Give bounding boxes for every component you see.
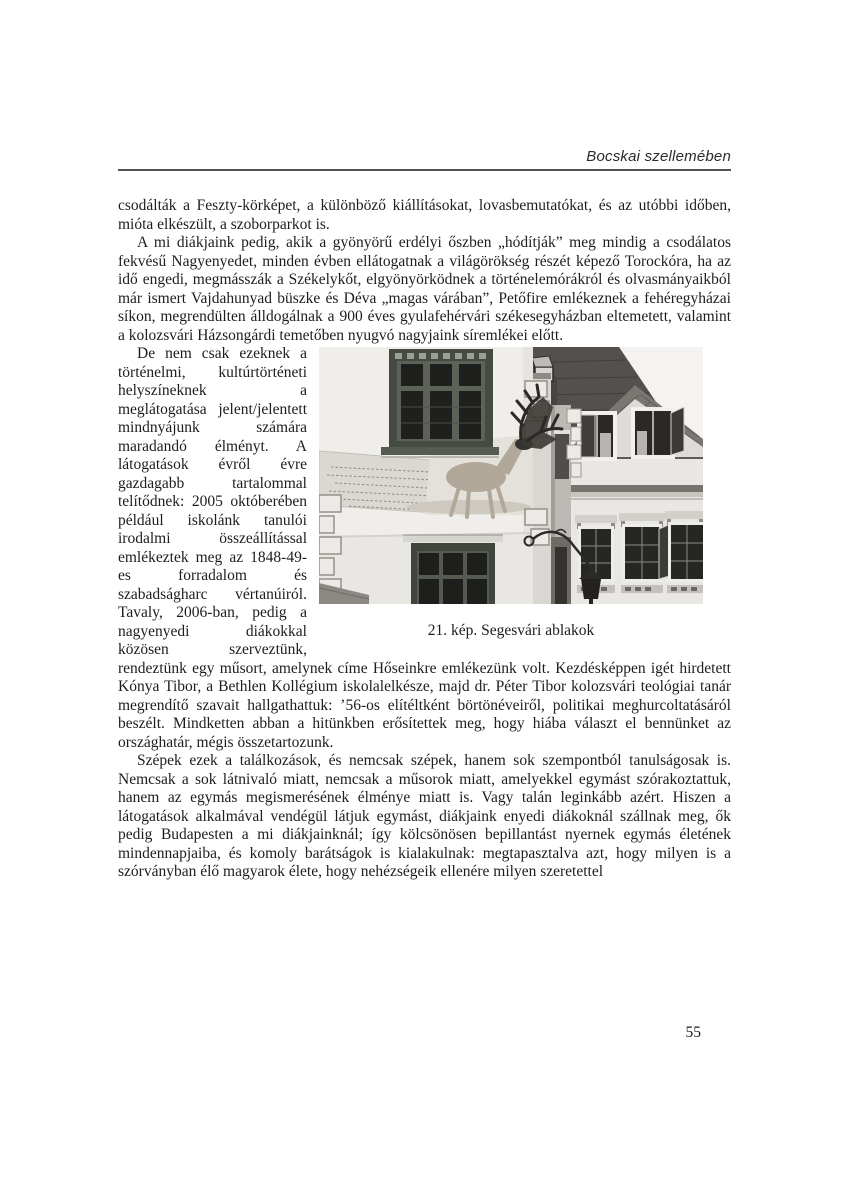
running-head: Bocskai szellemében (118, 148, 731, 171)
photo-segesvari-ablakok (319, 347, 703, 604)
paragraph-3-block (118, 345, 731, 752)
photo-illustration (319, 347, 703, 604)
page-number: 55 (685, 1024, 701, 1041)
upper-window (381, 349, 499, 457)
page-content (118, 148, 731, 882)
lower-stag-house-window (403, 535, 503, 604)
paragraph-3: De nem csak ezeknek a történelmi, kultúrtörténeti helyszíneknek a meglátogatása jelent/jelentett mindnyájunk számára maradandó élményt. A látogatások évről évre gazdagabb tartalommal telítődnek: 2005 októberében például iskolánk tanulói irodalmi összeállítással emlékeztek meg az 1848-49-es forradalom és szabadságharc vértanúiról. Tavaly, 2006-ban, pedig a nagyenyedi diákokkal közösen szerveztünk, rendeztünk egy műsort, amelynek címe Hőseinkre emlékezünk volt. Kezdésképpen igét hirdetett Kónya Tibor, a Bethlen Kollégium iskolalelkésze, majd dr. Péter Tibor kolozsvári teológiai tanár megrendítő szavait hallgathattuk: ’56-os elítéltként börtönéveiről, politikai meghurcoltatásáról beszélt. Mindketten abban a hitünkben erősítettek meg, hogy hiába választ el bennünket az országhatár, mégis összetartozunk. (118, 345, 731, 751)
gable-window-right (631, 407, 684, 459)
figure-caption: 21. kép. Segesvári ablakok (427, 622, 595, 639)
left-edge-quoins (319, 495, 341, 596)
figure-segesvari-ablakok (319, 347, 703, 640)
lower-window-3 (665, 511, 703, 593)
paragraph-2: A mi diákjaink pedig, akik a gyönyörű erdélyi őszben „hódítják” meg mindig a csodálatos fekvésű Nagyenyedet, minden évben ellátogatnak a világörökség részét képező Torockóra, ha az idő engedi, megmásszák a Székelykőt, elgyönyörködnek a történelemórákról és olvasmányaikból már ismert Vajdahunyad büszke és Déva „magas várában”, Petőfire emlékeznek a fehéregyházai síkon, megrendülten álldogálnak a 900 éves gyulafehérvári székesegyházban eltemetett, valamint a kolozsvári Házsongárdi temetőben nyugvó nagyjaink síremlékei előtt. (118, 234, 731, 344)
page-header (118, 148, 731, 171)
paragraph-1: csodálták a Feszty-körképet, a különböző kiállításokat, lovasbemutatókat, és az utóbbi időben, mióta elkészült, a szoborparkot is. (118, 197, 731, 233)
paragraph-4: Szépek ezek a találkozások, és nemcsak szépek, hanem sok szempontból tanulságosak is. Nemcsak a sok látnivaló miatt, nemcsak a műsorok miatt, amelyekkel egymást szórakoztattuk, hanem az egymás megismerésének élménye miatt is. Vagy talán leginkább azért. Hiszen a látogatások alkalmával vendégül látjuk egymást, diákjaink enyedi diákoknál szállnak meg, ők pedig Budapesten a mi diákjainknál; így kölcsönösen bepillantást nyernek egymás életének mindennapjaiba, és komoly barátságok is kialakulnak: megtapasztalva azt, hogy milyen is a szórványban élő magyarok élete, hogy nehézségeik ellenére milyen szeretettel (118, 752, 731, 880)
body-text (118, 197, 731, 882)
recessed-wall-strip (549, 405, 571, 604)
gable-window-left (577, 411, 617, 461)
